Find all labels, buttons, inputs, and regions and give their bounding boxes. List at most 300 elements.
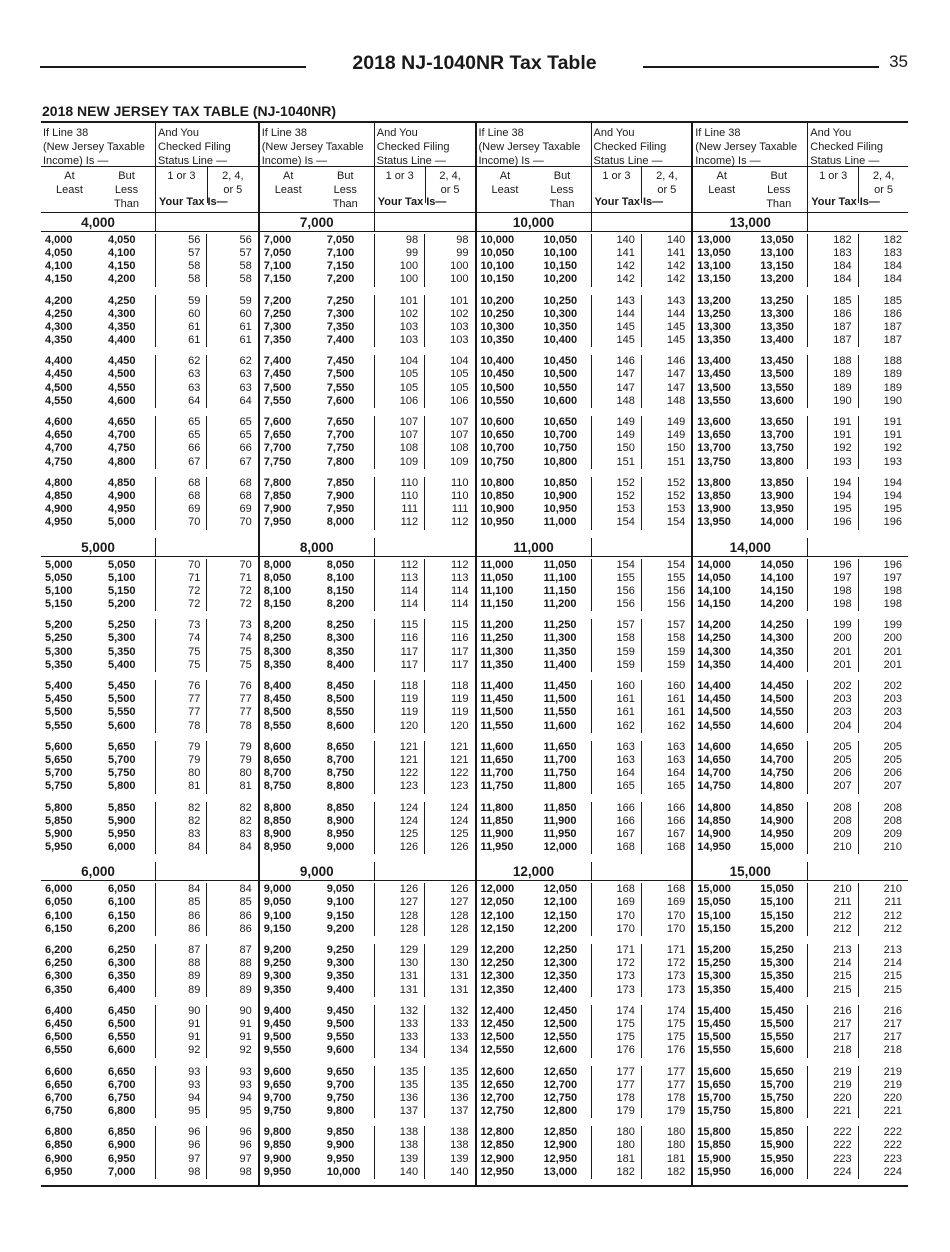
but-less-line: Than [332, 198, 358, 210]
tax-status-2-4-5-cell: 98 [206, 1166, 257, 1179]
at-least-cell: 13,700 [697, 442, 731, 455]
row-group [260, 883, 475, 936]
at-least-line: Least [491, 184, 519, 196]
income-header-line: (New Jersey Taxable [695, 141, 798, 153]
table-row [693, 395, 908, 408]
at-least-cell: 4,650 [45, 429, 73, 442]
at-least-cell: 12,500 [480, 1031, 515, 1044]
at-least-cell: 7,900 [263, 503, 292, 516]
at-least-line: At [283, 170, 294, 182]
tax-status-1-or-3-cell: 170 [591, 923, 641, 936]
but-less-than-cell: 11,300 [543, 632, 577, 645]
at-least-cell: 6,700 [45, 1091, 73, 1104]
tax-status-1-or-3-cell: 176 [591, 1044, 641, 1057]
at-least-cell: 7,500 [263, 381, 292, 394]
at-least-cell: 4,400 [45, 355, 73, 368]
table-row [693, 841, 908, 854]
at-least-cell: 5,400 [45, 680, 73, 692]
filing-status-line: Status Line — [810, 155, 880, 167]
tax-status-1-or-3-cell: 68 [155, 490, 206, 503]
table-row [41, 395, 258, 408]
tax-status-2-4-5-cell: 75 [206, 659, 257, 672]
status-2-4-5-line: 2, 4, [439, 170, 461, 182]
tax-status-1-or-3-cell: 109 [374, 456, 424, 469]
row-group [477, 619, 692, 672]
tax-status-2-4-5-cell: 77 [206, 693, 257, 706]
status-subheaders [375, 167, 475, 212]
but-less-than-cell: 5,200 [108, 598, 136, 611]
status-2-4-5-line: or 5 [657, 184, 677, 196]
at-least-cell: 13,150 [697, 273, 731, 286]
tax-status-1-or-3-cell: 118 [374, 680, 424, 693]
but-less-than-cell: 4,800 [108, 455, 136, 468]
at-least-cell: 4,900 [45, 503, 73, 516]
tax-status-2-4-5-cell: 80 [206, 767, 257, 780]
column-header [477, 123, 692, 213]
table-row [693, 321, 908, 334]
at-least-cell: 9,550 [263, 1044, 292, 1057]
tax-status-1-or-3-cell: 61 [155, 334, 206, 347]
table-row [693, 896, 908, 909]
income-subheaders [693, 167, 807, 212]
but-less-than-cell: 14,900 [760, 814, 794, 827]
row-group [41, 1126, 258, 1179]
but-less-than-cell: 11,550 [543, 706, 577, 719]
tax-status-1-or-3-cell: 218 [807, 1044, 857, 1057]
tax-status-2-4-5-cell: 196 [858, 559, 908, 572]
block-heading-label: 10,000 [512, 214, 555, 230]
but-less-than-cell: 13,800 [760, 455, 794, 468]
tax-status-1-or-3-cell: 96 [155, 1139, 206, 1152]
but-less-than-cell: 6,000 [108, 841, 136, 854]
tax-status-2-4-5-cell: 215 [858, 970, 908, 983]
filing-status-line: Status Line — [593, 155, 663, 167]
tax-status-2-4-5-cell: 220 [858, 1092, 908, 1105]
block-heading-spacer [807, 538, 908, 556]
table-row [41, 957, 258, 970]
status-2-4-5-line: or 5 [223, 184, 243, 196]
table-row [260, 646, 475, 659]
but-less-than-cell: 14,250 [760, 619, 794, 632]
but-less-than-cell: 14,700 [760, 753, 794, 766]
but-less-than-cell: 14,000 [760, 516, 794, 529]
but-less-than-cell: 7,150 [326, 260, 355, 273]
at-least-cell: 6,550 [45, 1044, 73, 1057]
but-less-than-cell: 6,850 [108, 1126, 136, 1139]
at-least-cell: 14,450 [697, 693, 731, 706]
but-less-than-cell: 14,100 [760, 571, 794, 584]
table-row [41, 841, 258, 854]
tax-status-1-or-3-cell: 91 [155, 1031, 206, 1044]
at-least-cell: 11,000 [480, 558, 514, 571]
at-least-cell: 8,650 [263, 753, 292, 766]
table-row [693, 355, 908, 368]
table-row [693, 334, 908, 347]
tax-status-2-4-5-cell: 66 [206, 442, 257, 455]
status-1-or-3-line: 1 or 3 [167, 170, 196, 182]
tax-status-2-4-5-cell: 93 [206, 1066, 257, 1079]
tax-status-2-4-5-cell: 174 [641, 1005, 691, 1018]
tax-status-1-or-3-cell: 219 [807, 1079, 857, 1092]
row-group [693, 234, 908, 287]
tax-status-1-or-3-cell: 93 [155, 1066, 206, 1079]
table-row [693, 308, 908, 321]
block-heading [693, 538, 908, 557]
table-row [477, 247, 692, 260]
at-least-header [41, 167, 98, 212]
income-header-text [260, 123, 374, 167]
table-row [41, 1031, 258, 1044]
row-group [260, 295, 475, 348]
tax-status-2-4-5-cell: 110 [424, 477, 474, 490]
at-least-cell: 9,400 [263, 1004, 292, 1017]
column-header [260, 123, 475, 213]
tax-status-1-or-3-cell: 119 [374, 693, 424, 706]
at-least-cell: 12,350 [480, 983, 515, 996]
but-less-than-cell: 15,700 [760, 1078, 794, 1091]
at-least-line: At [64, 170, 75, 182]
but-less-than-cell: 5,250 [108, 619, 136, 632]
at-least-cell: 9,500 [263, 1031, 292, 1044]
but-less-than-cell: 10,200 [543, 273, 578, 286]
tax-status-1-or-3-cell: 141 [591, 247, 641, 260]
but-less-than-cell: 4,200 [108, 273, 136, 286]
table-row [693, 910, 908, 923]
but-less-than-cell: 11,850 [543, 801, 577, 814]
income-header-line: If Line 38 [695, 127, 741, 139]
tax-status-2-4-5-cell: 121 [424, 741, 474, 754]
tax-status-2-4-5-cell: 98 [424, 234, 474, 247]
table-row [260, 1153, 475, 1166]
at-least-cell: 5,600 [45, 740, 73, 753]
table-row [41, 598, 258, 611]
tax-status-1-or-3-cell: 133 [374, 1031, 424, 1044]
at-least-cell: 8,950 [263, 841, 292, 854]
tax-status-1-or-3-cell: 103 [374, 321, 424, 334]
tax-status-1-or-3-cell: 98 [374, 234, 424, 247]
at-least-cell: 10,250 [480, 307, 515, 320]
but-less-than-cell: 9,300 [326, 957, 355, 970]
tax-status-2-4-5-cell: 167 [641, 828, 691, 841]
tax-status-2-4-5-cell: 126 [424, 883, 474, 896]
tax-status-1-or-3-cell: 77 [155, 706, 206, 719]
tax-status-2-4-5-cell: 180 [641, 1126, 691, 1139]
block-heading [477, 213, 692, 232]
tax-status-1-or-3-cell: 182 [591, 1166, 641, 1179]
table-row [41, 585, 258, 598]
tax-status-2-4-5-cell: 96 [206, 1139, 257, 1152]
at-least-cell: 13,900 [697, 503, 731, 516]
table-row [260, 429, 475, 442]
at-least-cell: 7,100 [263, 260, 292, 273]
tax-status-1-or-3-cell: 63 [155, 382, 206, 395]
but-less-than-cell: 14,800 [760, 780, 794, 793]
block-heading-spacer [155, 213, 258, 231]
but-less-than-cell: 8,900 [326, 814, 355, 827]
tax-status-2-4-5-cell: 224 [858, 1166, 908, 1179]
status-2-4-5-line: 2, 4, [872, 170, 895, 182]
tax-status-1-or-3-cell: 106 [374, 395, 424, 408]
tax-status-2-4-5-cell: 173 [641, 970, 691, 983]
but-less-than-cell: 6,400 [108, 983, 136, 996]
tax-status-2-4-5-cell: 177 [641, 1066, 691, 1079]
tax-status-1-or-3-cell: 194 [807, 490, 857, 503]
tax-status-2-4-5-cell: 125 [424, 828, 474, 841]
table-row [41, 780, 258, 793]
but-less-than-cell: 8,500 [326, 693, 355, 706]
tax-status-2-4-5-cell: 83 [206, 828, 257, 841]
tax-status-2-4-5-cell: 87 [206, 944, 257, 957]
table-row [260, 780, 475, 793]
table-row [41, 442, 258, 455]
table-row [693, 477, 908, 490]
table-row [41, 247, 258, 260]
tax-status-1-or-3-cell: 201 [807, 646, 857, 659]
at-least-cell: 11,150 [480, 598, 514, 611]
but-less-than-cell: 10,150 [543, 260, 578, 273]
at-least-cell: 5,900 [45, 827, 73, 840]
table-row [477, 273, 692, 286]
but-less-than-cell: 12,600 [543, 1044, 578, 1057]
tax-status-2-4-5-cell: 116 [424, 632, 474, 645]
page-header [40, 50, 908, 84]
but-less-than-cell: 10,300 [543, 307, 578, 320]
tax-status-1-or-3-cell: 68 [155, 477, 206, 490]
tax-status-1-or-3-cell: 113 [374, 572, 424, 585]
tax-status-1-or-3-cell: 162 [591, 720, 641, 733]
tax-status-2-4-5-cell: 216 [858, 1005, 908, 1018]
tax-status-2-4-5-cell: 58 [206, 273, 257, 286]
tax-status-2-4-5-cell: 109 [424, 456, 474, 469]
table-row [693, 416, 908, 429]
at-least-cell: 6,100 [45, 909, 73, 922]
but-less-than-cell: 7,750 [326, 442, 355, 455]
tax-status-1-or-3-cell: 100 [374, 273, 424, 286]
tax-status-2-4-5-cell: 103 [424, 334, 474, 347]
table-row [41, 693, 258, 706]
tax-status-1-or-3-cell: 133 [374, 1018, 424, 1031]
table-row [693, 706, 908, 719]
tax-status-1-or-3-cell: 89 [155, 970, 206, 983]
row-group [693, 477, 908, 530]
at-least-cell: 15,350 [697, 983, 731, 996]
tax-status-2-4-5-cell: 69 [206, 503, 257, 516]
at-least-cell: 14,800 [697, 801, 731, 814]
tax-status-1-or-3-cell: 75 [155, 646, 206, 659]
at-least-header [260, 167, 317, 212]
table-row [693, 984, 908, 997]
row-group [693, 355, 908, 408]
table-row [41, 1105, 258, 1118]
at-least-cell: 9,900 [263, 1152, 292, 1165]
table-row [41, 490, 258, 503]
status-1-or-3-line: 1 or 3 [819, 170, 848, 182]
table-row [41, 429, 258, 442]
but-less-than-cell: 9,950 [326, 1152, 355, 1165]
but-less-than-cell: 5,500 [108, 693, 136, 706]
tax-status-1-or-3-cell: 92 [155, 1044, 206, 1057]
row-group [41, 234, 258, 287]
at-least-cell: 12,750 [480, 1105, 515, 1118]
but-less-than-header [534, 167, 591, 212]
row-group [477, 741, 692, 794]
income-header [41, 123, 155, 212]
but-less-than-cell: 10,750 [543, 442, 578, 455]
tax-status-2-4-5-cell: 89 [206, 984, 257, 997]
tax-status-1-or-3-cell: 96 [155, 1126, 206, 1139]
tax-status-2-4-5-cell: 199 [858, 619, 908, 632]
but-less-than-cell: 10,700 [543, 429, 578, 442]
tax-status-1-or-3-cell: 124 [374, 802, 424, 815]
but-less-than-cell: 13,100 [760, 246, 794, 259]
tax-status-1-or-3-cell: 219 [807, 1066, 857, 1079]
at-least-cell: 5,750 [45, 780, 73, 793]
but-less-than-cell: 11,450 [543, 680, 577, 692]
tax-status-1-or-3-cell: 58 [155, 260, 206, 273]
tax-status-1-or-3-cell: 180 [591, 1139, 641, 1152]
row-group [41, 355, 258, 408]
tax-status-1-or-3-cell: 65 [155, 416, 206, 429]
but-less-than-cell: 11,750 [543, 767, 577, 780]
table-row [41, 321, 258, 334]
tax-status-2-4-5-cell: 163 [641, 741, 691, 754]
but-less-than-cell: 11,800 [543, 780, 577, 793]
tax-status-2-4-5-cell: 182 [858, 234, 908, 247]
but-less-than-cell: 12,200 [543, 922, 578, 935]
but-less-than-cell: 9,500 [326, 1017, 355, 1030]
table-row [693, 382, 908, 395]
block-heading [693, 213, 908, 232]
table-row [693, 741, 908, 754]
table-row [693, 234, 908, 247]
filing-status-line: Status Line — [376, 155, 446, 167]
but-less-than-cell: 13,900 [760, 489, 794, 502]
tax-status-1-or-3-cell: 95 [155, 1105, 206, 1118]
tax-status-1-or-3-cell: 117 [374, 646, 424, 659]
tax-status-2-4-5-cell: 140 [424, 1166, 474, 1179]
tax-status-1-or-3-cell: 140 [374, 1166, 424, 1179]
tax-status-2-4-5-cell: 79 [206, 741, 257, 754]
but-less-than-cell: 4,100 [108, 246, 136, 259]
at-least-cell: 10,700 [480, 442, 515, 455]
but-less-than-cell: 14,650 [760, 740, 794, 753]
at-least-cell: 10,450 [480, 368, 515, 381]
but-less-than-cell: 8,550 [326, 706, 355, 719]
block-body [41, 557, 258, 863]
row-group [260, 1066, 475, 1119]
tax-status-1-or-3-cell: 107 [374, 429, 424, 442]
your-tax-is-label: Your Tax Is— [811, 195, 880, 208]
at-least-cell: 13,750 [697, 455, 731, 468]
tax-status-2-4-5-cell: 110 [424, 490, 474, 503]
but-less-than-cell: 6,750 [108, 1091, 136, 1104]
income-block [41, 213, 258, 538]
status-1-or-3-line: 1 or 3 [602, 170, 631, 182]
table-row [477, 477, 692, 490]
tax-status-1-or-3-cell: 81 [155, 780, 206, 793]
tax-status-2-4-5-cell: 152 [641, 477, 691, 490]
but-less-than-cell: 8,100 [326, 571, 355, 584]
but-less-than-cell: 13,150 [760, 260, 794, 273]
tax-status-1-or-3-cell: 204 [807, 720, 857, 733]
table-row [41, 815, 258, 828]
but-less-than-cell: 4,700 [108, 429, 136, 442]
tax-status-1-or-3-cell: 184 [807, 260, 857, 273]
at-least-cell: 9,450 [263, 1017, 292, 1030]
tax-status-2-4-5-cell: 147 [641, 368, 691, 381]
table-row [41, 706, 258, 719]
tax-status-1-or-3-cell: 156 [591, 585, 641, 598]
but-less-than-cell: 15,750 [760, 1091, 794, 1104]
tax-status-2-4-5-cell: 72 [206, 585, 257, 598]
table-row [477, 598, 692, 611]
tax-status-2-4-5-cell: 191 [858, 429, 908, 442]
row-group [477, 1126, 692, 1179]
tax-status-2-4-5-cell: 157 [641, 619, 691, 632]
tax-status-1-or-3-cell: 172 [591, 957, 641, 970]
block-body [41, 232, 258, 538]
but-less-than-cell: 5,950 [108, 827, 136, 840]
at-least-cell: 13,950 [697, 516, 731, 529]
table-title: 2018 NEW JERSEY TAX TABLE (NJ-1040NR) [42, 103, 337, 119]
income-header-text [693, 123, 807, 167]
tax-status-2-4-5-cell: 192 [858, 442, 908, 455]
at-least-cell: 13,200 [697, 294, 731, 307]
but-less-than-cell: 11,200 [543, 598, 577, 611]
tax-status-2-4-5-cell: 68 [206, 490, 257, 503]
tax-status-2-4-5-cell: 121 [424, 754, 474, 767]
tax-status-1-or-3-cell: 168 [591, 883, 641, 896]
but-less-than-cell: 16,000 [760, 1165, 794, 1178]
tax-status-2-4-5-cell: 171 [641, 944, 691, 957]
table-row [693, 767, 908, 780]
income-header-line: Income) Is — [478, 155, 544, 167]
but-less-than-cell: 7,050 [326, 233, 355, 246]
tax-status-1-or-3-cell: 80 [155, 767, 206, 780]
row-group [41, 802, 258, 855]
tax-status-1-or-3-cell: 152 [591, 490, 641, 503]
but-less-than-cell: 4,050 [108, 233, 136, 246]
at-least-cell: 5,850 [45, 814, 73, 827]
table-row [693, 516, 908, 529]
block-body [477, 881, 692, 1187]
tax-status-2-4-5-cell: 176 [641, 1044, 691, 1057]
row-group [693, 680, 908, 733]
but-less-than-cell: 6,450 [108, 1004, 136, 1017]
but-less-than-cell: 13,350 [760, 320, 794, 333]
tax-status-1-or-3-cell: 170 [591, 910, 641, 923]
table-row [260, 896, 475, 909]
tax-status-1-or-3-cell: 149 [591, 429, 641, 442]
but-less-than-cell: 13,450 [760, 355, 794, 368]
filing-status-header [374, 123, 475, 212]
but-less-than-cell: 10,250 [543, 294, 578, 307]
block-body [260, 881, 475, 1187]
tax-status-2-4-5-cell: 128 [424, 910, 474, 923]
table-row [693, 368, 908, 381]
at-least-cell: 15,750 [697, 1105, 731, 1118]
at-least-cell: 6,200 [45, 944, 73, 956]
but-less-than-cell: 5,050 [108, 558, 136, 571]
table-row [260, 693, 475, 706]
table-row [693, 1166, 908, 1179]
but-less-than-cell: 6,150 [108, 909, 136, 922]
tax-status-1-or-3-cell: 140 [591, 234, 641, 247]
at-least-cell: 5,050 [45, 571, 73, 584]
at-least-cell: 14,750 [697, 780, 731, 793]
at-least-cell: 10,650 [480, 429, 515, 442]
tax-status-2-4-5-cell: 142 [641, 273, 691, 286]
